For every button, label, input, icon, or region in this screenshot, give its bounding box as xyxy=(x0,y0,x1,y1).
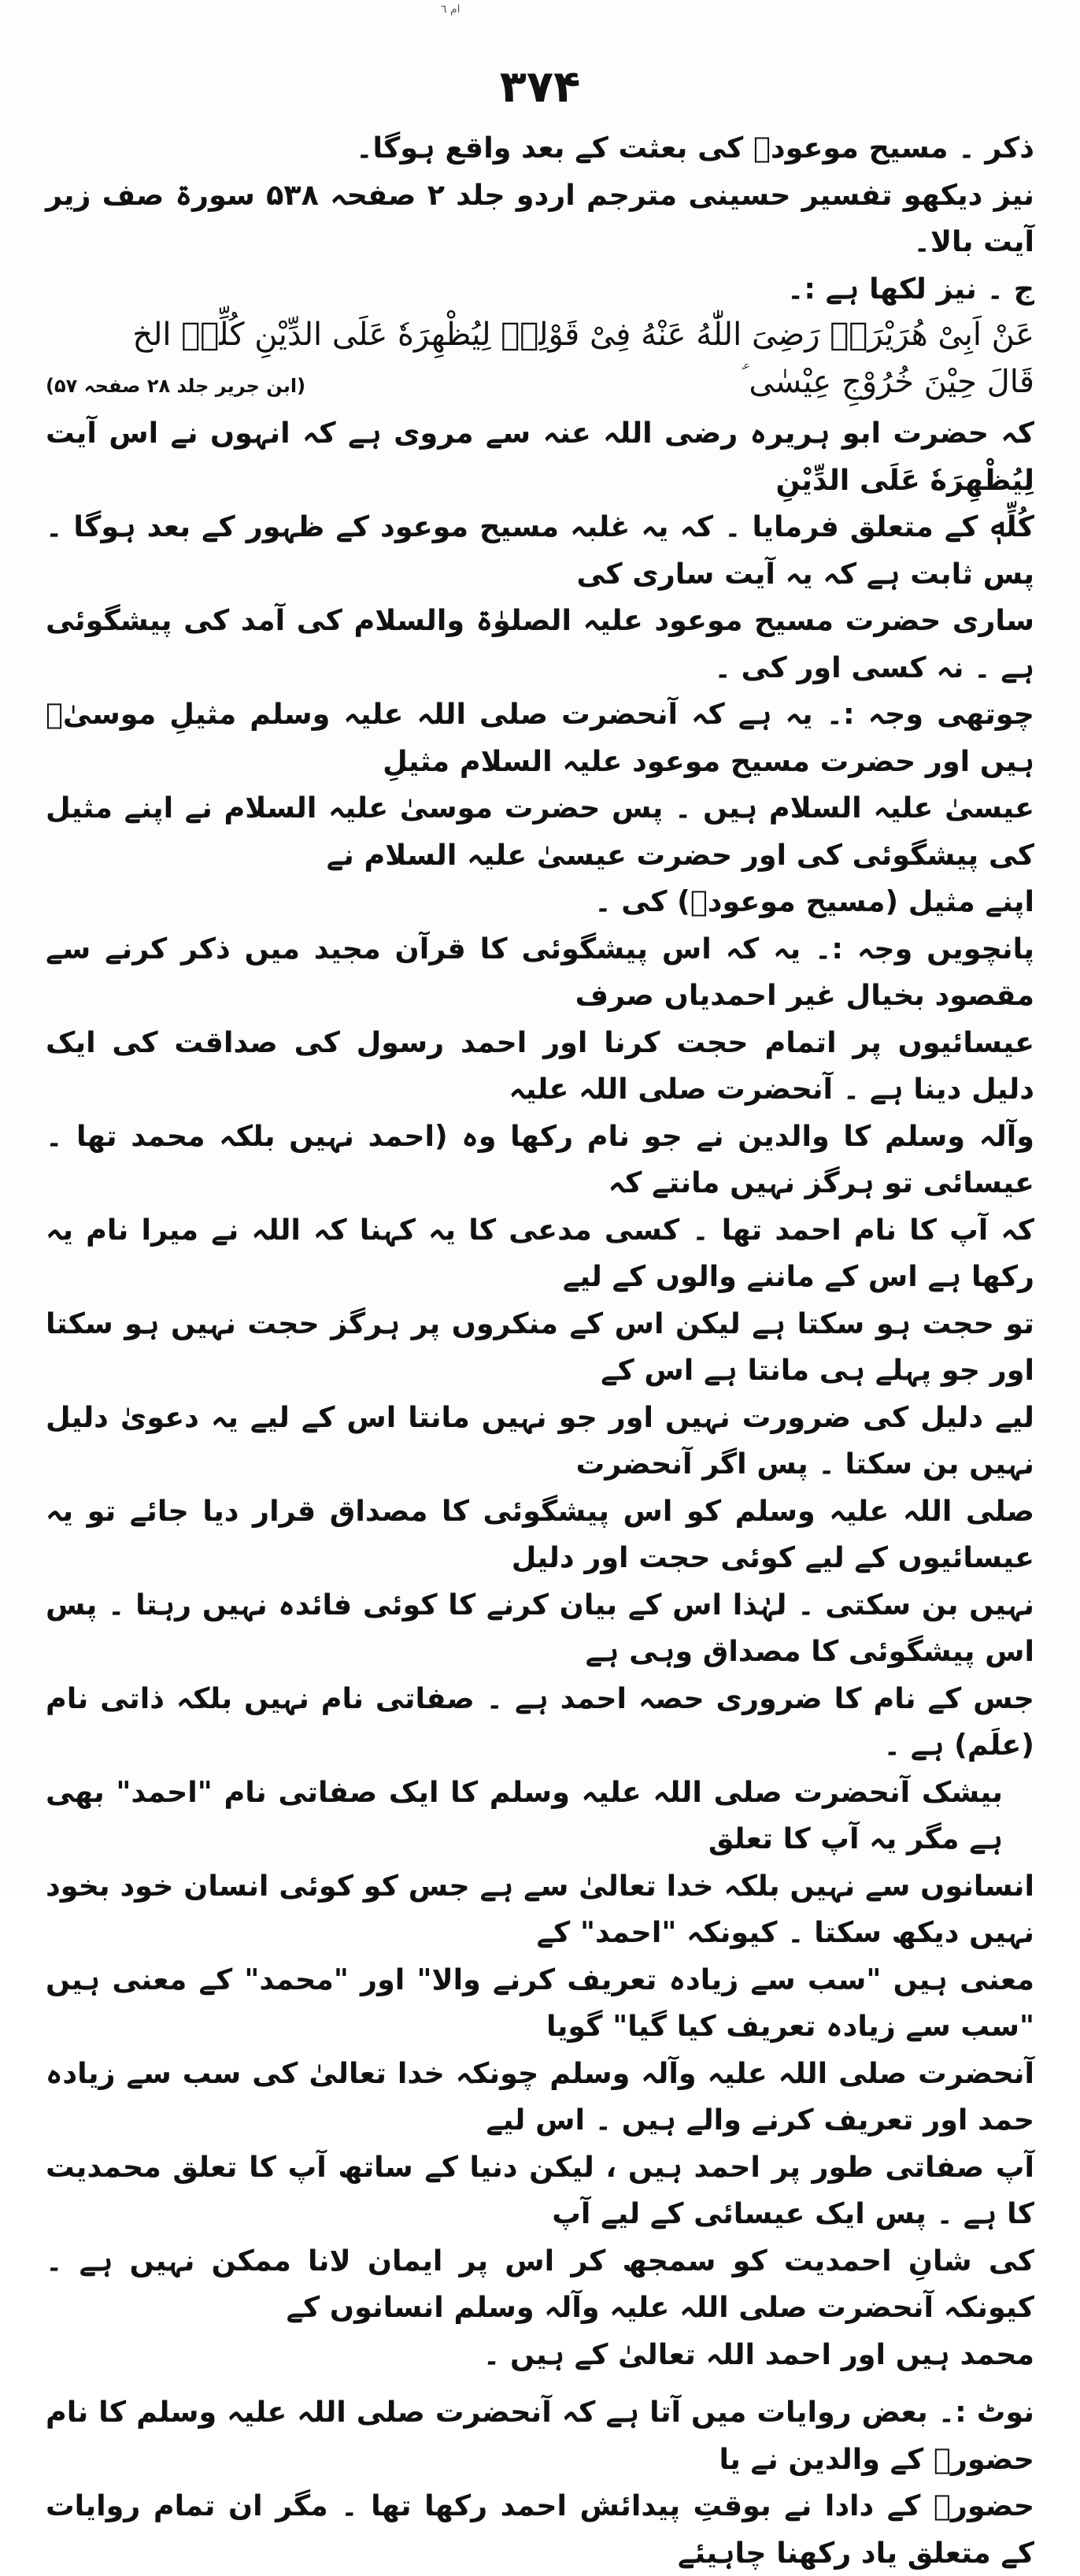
text-line: اپنے مثیل (مسیح موعودؑ) کی ۔ xyxy=(594,884,1034,918)
text-line: كُلِّهٖ کے متعلق فرمایا ۔ کہ یہ غلبہ مسیح موعود کے ظہور کے بعد ہوگا ۔ پس ثابت ہے کہ یہ آیت ساری کی xyxy=(46,510,1034,591)
paragraph-gap xyxy=(46,2378,1034,2389)
text-line: بیشک آنحضرت صلی اللہ علیہ وسلم کا ایک صفاتی نام "احمد" بھی ہے مگر یہ آپ کا تعلق xyxy=(46,1774,1003,1855)
text-line: آنحضرت صلی اللہ علیہ وآلہ وسلم چونکہ خدا تعالیٰ کی سب سے زیادہ حمد اور تعریف کرنے والے ہیں ۔ اس لیے xyxy=(46,2055,1034,2137)
text-line: نوٹ :۔ بعض روایات میں آتا ہے کہ آنحضرت صلی اللہ علیہ وسلم کا نام حضورؐ کے والدین نے یا xyxy=(46,2395,1034,2476)
text-line: تو حجت ہو سکتا ہے لیکن اس کے منکروں پر ہرگز حجت نہیں ہو سکتا اور جو پہلے ہی مانتا ہے اس کے xyxy=(46,1306,1034,1387)
page-body xyxy=(46,124,1034,2576)
text-line: کی شانِ احمدیت کو سمجھ کر اس پر ایمان لانا ممکن نہیں ہے ۔ کیونکہ آنحضرت صلی اللہ علیہ وآلہ وسلم انسانوں کے xyxy=(46,2243,1034,2324)
text-line: معنی ہیں "سب سے زیادہ تعریف کرنے والا" اور "محمد" کے معنی ہیں "سب سے زیادہ تعریف کیا گیا" گویا xyxy=(46,1962,1034,2043)
text-line: صلی اللہ علیہ وسلم کو اس پیشگوئی کا مصداق قرار دیا جائے تو یہ عیسائیوں کے لیے کوئی حجت اور دلیل xyxy=(46,1493,1034,1574)
text-line: پانچویں وجہ :۔ یہ کہ اس پیشگوئی کا قرآن مجید میں ذکر کرنے سے مقصود بخیال غیر احمدیاں صرف xyxy=(46,931,1034,1012)
text-line: عیسائیوں پر اتمام حجت کرنا اور احمد رسول کی صداقت کی ایک دلیل دینا ہے ۔ آنحضرت صلی اللہ علیہ xyxy=(46,1025,1034,1106)
page-top-mark: ام ٦ xyxy=(441,3,460,16)
text-line: حضورؐ کے دادا نے بوقتِ پیدائش احمد رکھا تھا ۔ مگر ان تمام روایات کے متعلق یاد رکھنا چاہیئے xyxy=(46,2489,1034,2570)
text-line: کہ حضرت ابو ہریرہ رضی اللہ عنہ سے مروی ہے کہ انہوں نے اس آیت لِیُظْهِرَهٗ عَلَی الدِّیْنِ xyxy=(46,416,1034,497)
source-reference: (ابن جریر جلد ۲۸ صفحہ ۵۷) xyxy=(46,374,306,397)
text-line: محمد ہیں اور احمد اللہ تعالیٰ کے ہیں ۔ xyxy=(483,2337,1034,2371)
text-line: جس کے نام کا ضروری حصہ احمد ہے ۔ صفاتی نام نہیں بلکہ ذاتی نام (علَم) ہے ۔ xyxy=(46,1681,1034,1762)
text-line: ج ۔ نیز لکھا ہے :۔ xyxy=(786,271,1034,306)
text-line: عیسیٰ علیہ السلام ہیں ۔ پس حضرت موسیٰ علیہ السلام نے اپنے مثیل کی پیشگوئی کی اور حضرت عیسیٰ علیہ السلام نے xyxy=(46,791,1034,872)
text-line: انسانوں سے نہیں بلکہ خدا تعالیٰ سے ہے جس کو کوئی انسان خود بخود نہیں دیکھ سکتا ۔ کیونکہ "احمد" کے xyxy=(46,1868,1034,1949)
text-line: نہیں بن سکتی ۔ لہٰذا اس کے بیان کرنے کا کوئی فائدہ نہیں رہتا ۔ پس اس پیشگوئی کا مصداق وہی ہے xyxy=(46,1587,1034,1668)
text-line: ذکر ۔ مسیح موعودؑ کی بعثت کے بعد واقع ہوگا۔ xyxy=(356,131,1034,165)
text-line: لیے دلیل کی ضرورت نہیں اور جو نہیں مانتا اس کے لیے یہ دعویٰ دلیل نہیں بن سکتا ۔ پس اگر آنحضرت xyxy=(46,1399,1034,1481)
text-line: وآلہ وسلم کا والدین نے جو نام رکھا وہ (احمد نہیں بلکہ محمد تھا ۔ عیسائی تو ہرگز نہیں مانتے کہ xyxy=(46,1118,1034,1199)
page-number: ۳۷۴ xyxy=(499,61,581,113)
text-line: کہ آپ کا نام احمد تھا ۔ کسی مدعی کا یہ کہنا کہ اللہ نے میرا نام یہ رکھا ہے اس کے ماننے والوں کے لیے xyxy=(46,1212,1034,1293)
arabic-quote-line: عَنْ اَبِیْ هُرَیْرَۃَ رَضِیَ اللّٰهُ عَنْهُ فِیْ قَوْلِهٖ لِیُظْهِرَهٗ عَلَی الدِّیْنِ كُلِّهٖ الخ xyxy=(132,317,1034,353)
text-line: نیز دیکھو تفسیر حسینی مترجم اردو جلد ۲ صفحہ ۵۳۸ سورۃ صف زیر آیت بالا۔ xyxy=(46,177,1034,258)
text-line: ساری حضرت مسیح موعود علیہ الصلوٰۃ والسلام کی آمد کی پیشگوئی ہے ۔ نہ کسی اور کی ۔ xyxy=(46,603,1034,684)
text-line: آپ صفاتی طور پر احمد ہیں ، لیکن دنیا کے ساتھ آپ کا تعلق محمدیت کا ہے ۔ پس ایک عیسائی کے لیے آپ xyxy=(46,2149,1034,2230)
arabic-quote-with-reference xyxy=(46,359,1034,410)
arabic-quote-line: قَالَ حِیْنَ خُرُوْجِ عِیْسٰی ؑ xyxy=(741,363,1034,400)
text-line: چوتھی وجہ :۔ یہ ہے کہ آنحضرت صلی اللہ علیہ وسلم مثیلِ موسیٰؑ ہیں اور حضرت مسیح موعود علیہ السلام مثیلِ xyxy=(46,697,1034,778)
